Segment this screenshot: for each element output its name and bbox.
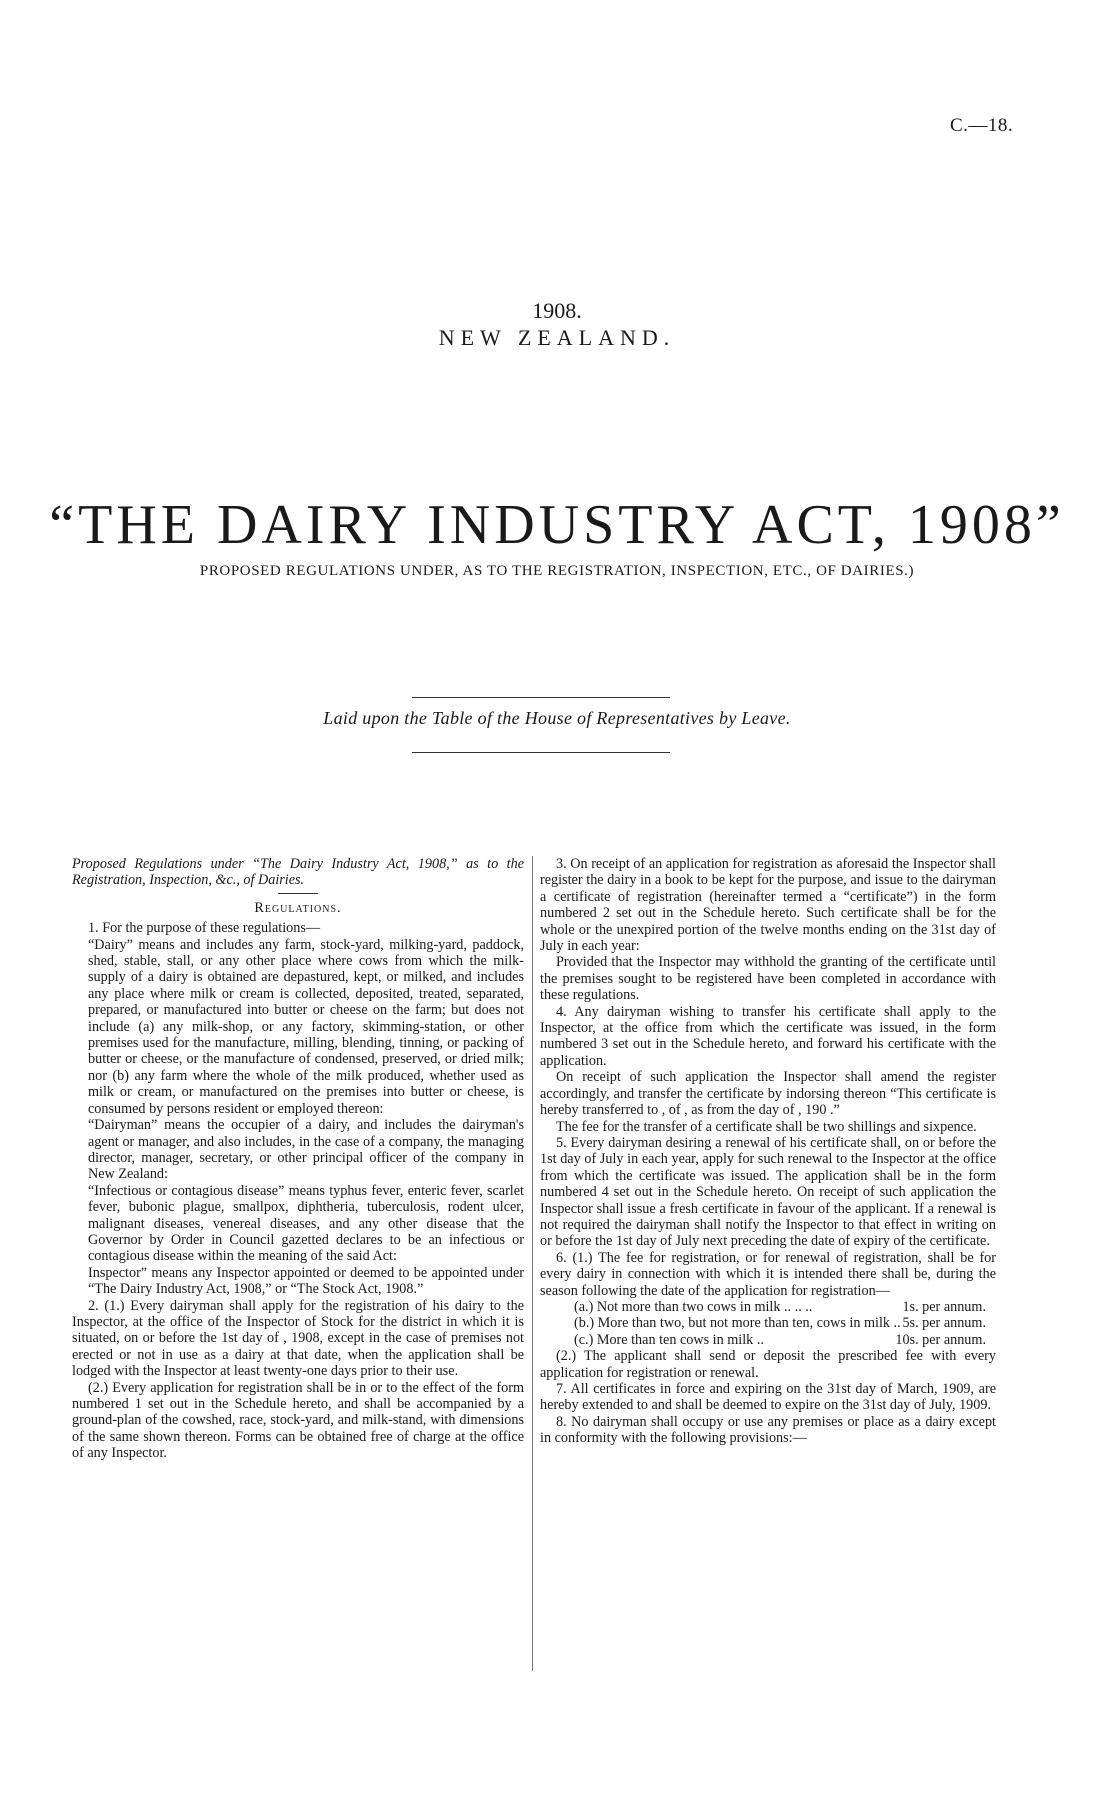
- fee-row-label: (b.) More than two, but not more than ten, cows in milk ..: [574, 1315, 901, 1332]
- clause-4-receipt: On receipt of such application the Inspector shall amend the register accordingly, and transfer the certificate by indorsing thereon “This certificate is hereby transferred to , of , as from the day of , 190 .”: [540, 1069, 996, 1119]
- fee-row-label: (c.) More than ten cows in milk ..: [574, 1331, 764, 1348]
- clause-4: 4. Any dairyman wishing to transfer his certificate shall apply to the Inspector, at the office from which the certificate was issued, in the form numbered 3 set out in the Schedule hereto, and forward his certificate with the application.: [540, 1003, 996, 1069]
- regulations-intro: Proposed Regulations under “The Dairy Industry Act, 1908,” as to the Registration, Inspection, &c., of Dairies.: [72, 856, 524, 889]
- fee-row: [540, 1332, 996, 1348]
- clause-2-1: 2. (1.) Every dairyman shall apply for the registration of his dairy to the Inspector, at the office of the Inspector of Stock for the district in which it is situated, on or before the 1st day of , 1908, except in the case of premises not erected or not in use as a dairy at that date, when the application shall be lodged with the Inspector at least twenty-one days prior to their use.: [72, 1297, 524, 1380]
- definition-dairy: “Dairy” means and includes any farm, stock-yard, milking-yard, paddock, shed, stable, stall, or any other place where cows from which the milk-supply of a dairy is obtained are depastured, kept, or milked, and includes any place where milk or cream is collected, deposited, treated, separated, prepared, or manufactured into butter or cheese on the farm; but does not include (a) any milk-shop, or any factory, skimming-station, or other premises used for the manufacture, milling, blending, tinning, or packing of butter or cheese, or the manufacture of condensed, preserved, or dried milk; nor (b) any farm where the whole of the milk produced, whether used as milk or cream, or manufactured on the premises into butter or cheese, is consumed by persons resident or employed thereon:: [88, 936, 524, 1117]
- clause-2-2: (2.) Every application for registration shall be in or to the effect of the form numbered 1 set out in the Schedule hereto, and shall be accompanied by a ground-plan of the cowshed, race, stock-yard, and milk-stand, with dimensions of the same shown thereon. Forms can be obtained free of charge at the office of any Inspector.: [72, 1379, 524, 1462]
- clause-4-fee: The fee for the transfer of a certificate shall be two shillings and sixpence.: [556, 1118, 977, 1135]
- column-divider: [532, 856, 533, 1671]
- definition-inspector: Inspector” means any Inspector appointed or deemed to be appointed under “The Dairy Industry Act, 1908,” or “The Stock Act, 1908.”: [88, 1264, 524, 1298]
- divider-top: [412, 697, 670, 698]
- clause-3: 3. On receipt of an application for registration as aforesaid the Inspector shall register the dairy in a book to be kept for the purpose, and issue to the dairyman a certificate of registration (hereinafter termed a “certificate”) in the form numbered 2 set out in the Schedule hereto. Such certificate shall be for the whole or the unexpired portion of the twelve months ending on the 31st day of July in each year:: [540, 856, 996, 955]
- fee-row-amount: 1s. per annum.: [902, 1298, 986, 1315]
- left-column: [72, 856, 524, 1462]
- short-divider: [278, 893, 318, 894]
- country-heading: NEW ZEALAND.: [438, 325, 676, 350]
- clause-6-2: (2.) The applicant shall send or deposit the prescribed fee with every application for registration or renewal.: [540, 1348, 996, 1381]
- clause-3-proviso: Provided that the Inspector may withhold the granting of the certificate until the premises sought to be registered have been completed in accordance with these regulations.: [540, 954, 996, 1004]
- clause-7: 7. All certificates in force and expiring on the 31st day of March, 1909, are hereby extended to and shall be deemed to expire on the 31st day of July, 1909.: [540, 1381, 996, 1414]
- definition-dairyman: “Dairyman” means the occupier of a dairy, and includes the dairyman's agent or manager, and also includes, in the case of a company, the managing director, manager, secretary, or other principal officer of the company in New Zealand:: [88, 1117, 524, 1183]
- clause-5: 5. Every dairyman desiring a renewal of his certificate shall, on or before the 1st day of July in each year, apply for such renewal to the Inspector at the office from which the certificate was issued. The application shall be in the form numbered 4 set out in the Schedule hereto. On receipt of such application the Inspector shall issue a fresh certificate in favour of the applicant. If a renewal is not required the dairyman shall notify the Inspector to that effect in writing on or before the 1st day of July next preceding the date of expiry of the certificate.: [540, 1134, 996, 1250]
- fee-row-amount: 10s. per annum.: [895, 1331, 986, 1348]
- document-subtitle: PROPOSED REGULATIONS UNDER, AS TO THE REGISTRATION, INSPECTION, ETC., OF DAIRIES.): [199, 563, 915, 579]
- regulations-heading: Regulations.: [254, 899, 342, 916]
- fee-row-amount: 5s. per annum.: [902, 1315, 986, 1332]
- definition-infectious-disease: “Infectious or contagious disease” means typhus fever, enteric fever, scarlet fever, bubonic plague, smallpox, diphtheria, tuberculosis, rodent ulcer, malignant diseases, venereal diseases, and any other disease that the Governor by Order in Council gazetted declares to be an infectious or contagious disease within the meaning of the said Act:: [88, 1182, 524, 1265]
- fee-row: [540, 1315, 996, 1331]
- clause-1: 1. For the purpose of these regulations—: [88, 920, 321, 937]
- fee-row-label: (a.) Not more than two cows in milk .. .. ..: [574, 1298, 813, 1315]
- fee-row: [540, 1299, 996, 1315]
- right-column: [540, 856, 996, 1447]
- act-title: “THE DAIRY INDUSTRY ACT, 1908”: [49, 494, 1065, 556]
- divider-bottom: [412, 752, 670, 753]
- clause-8: 8. No dairyman shall occupy or use any premises or place as a dairy except in conformity with the following provisions:—: [540, 1413, 996, 1447]
- laid-on-table-note: Laid upon the Table of the House of Representatives by Leave.: [323, 708, 791, 728]
- clause-6-1: 6. (1.) The fee for registration, or for renewal of registration, shall be for every dairy in connection with which it is intended there shall be, during the season following the date of the application for registration—: [540, 1249, 996, 1299]
- document-year: 1908.: [532, 298, 582, 323]
- document-reference: C.—18.: [950, 115, 1014, 136]
